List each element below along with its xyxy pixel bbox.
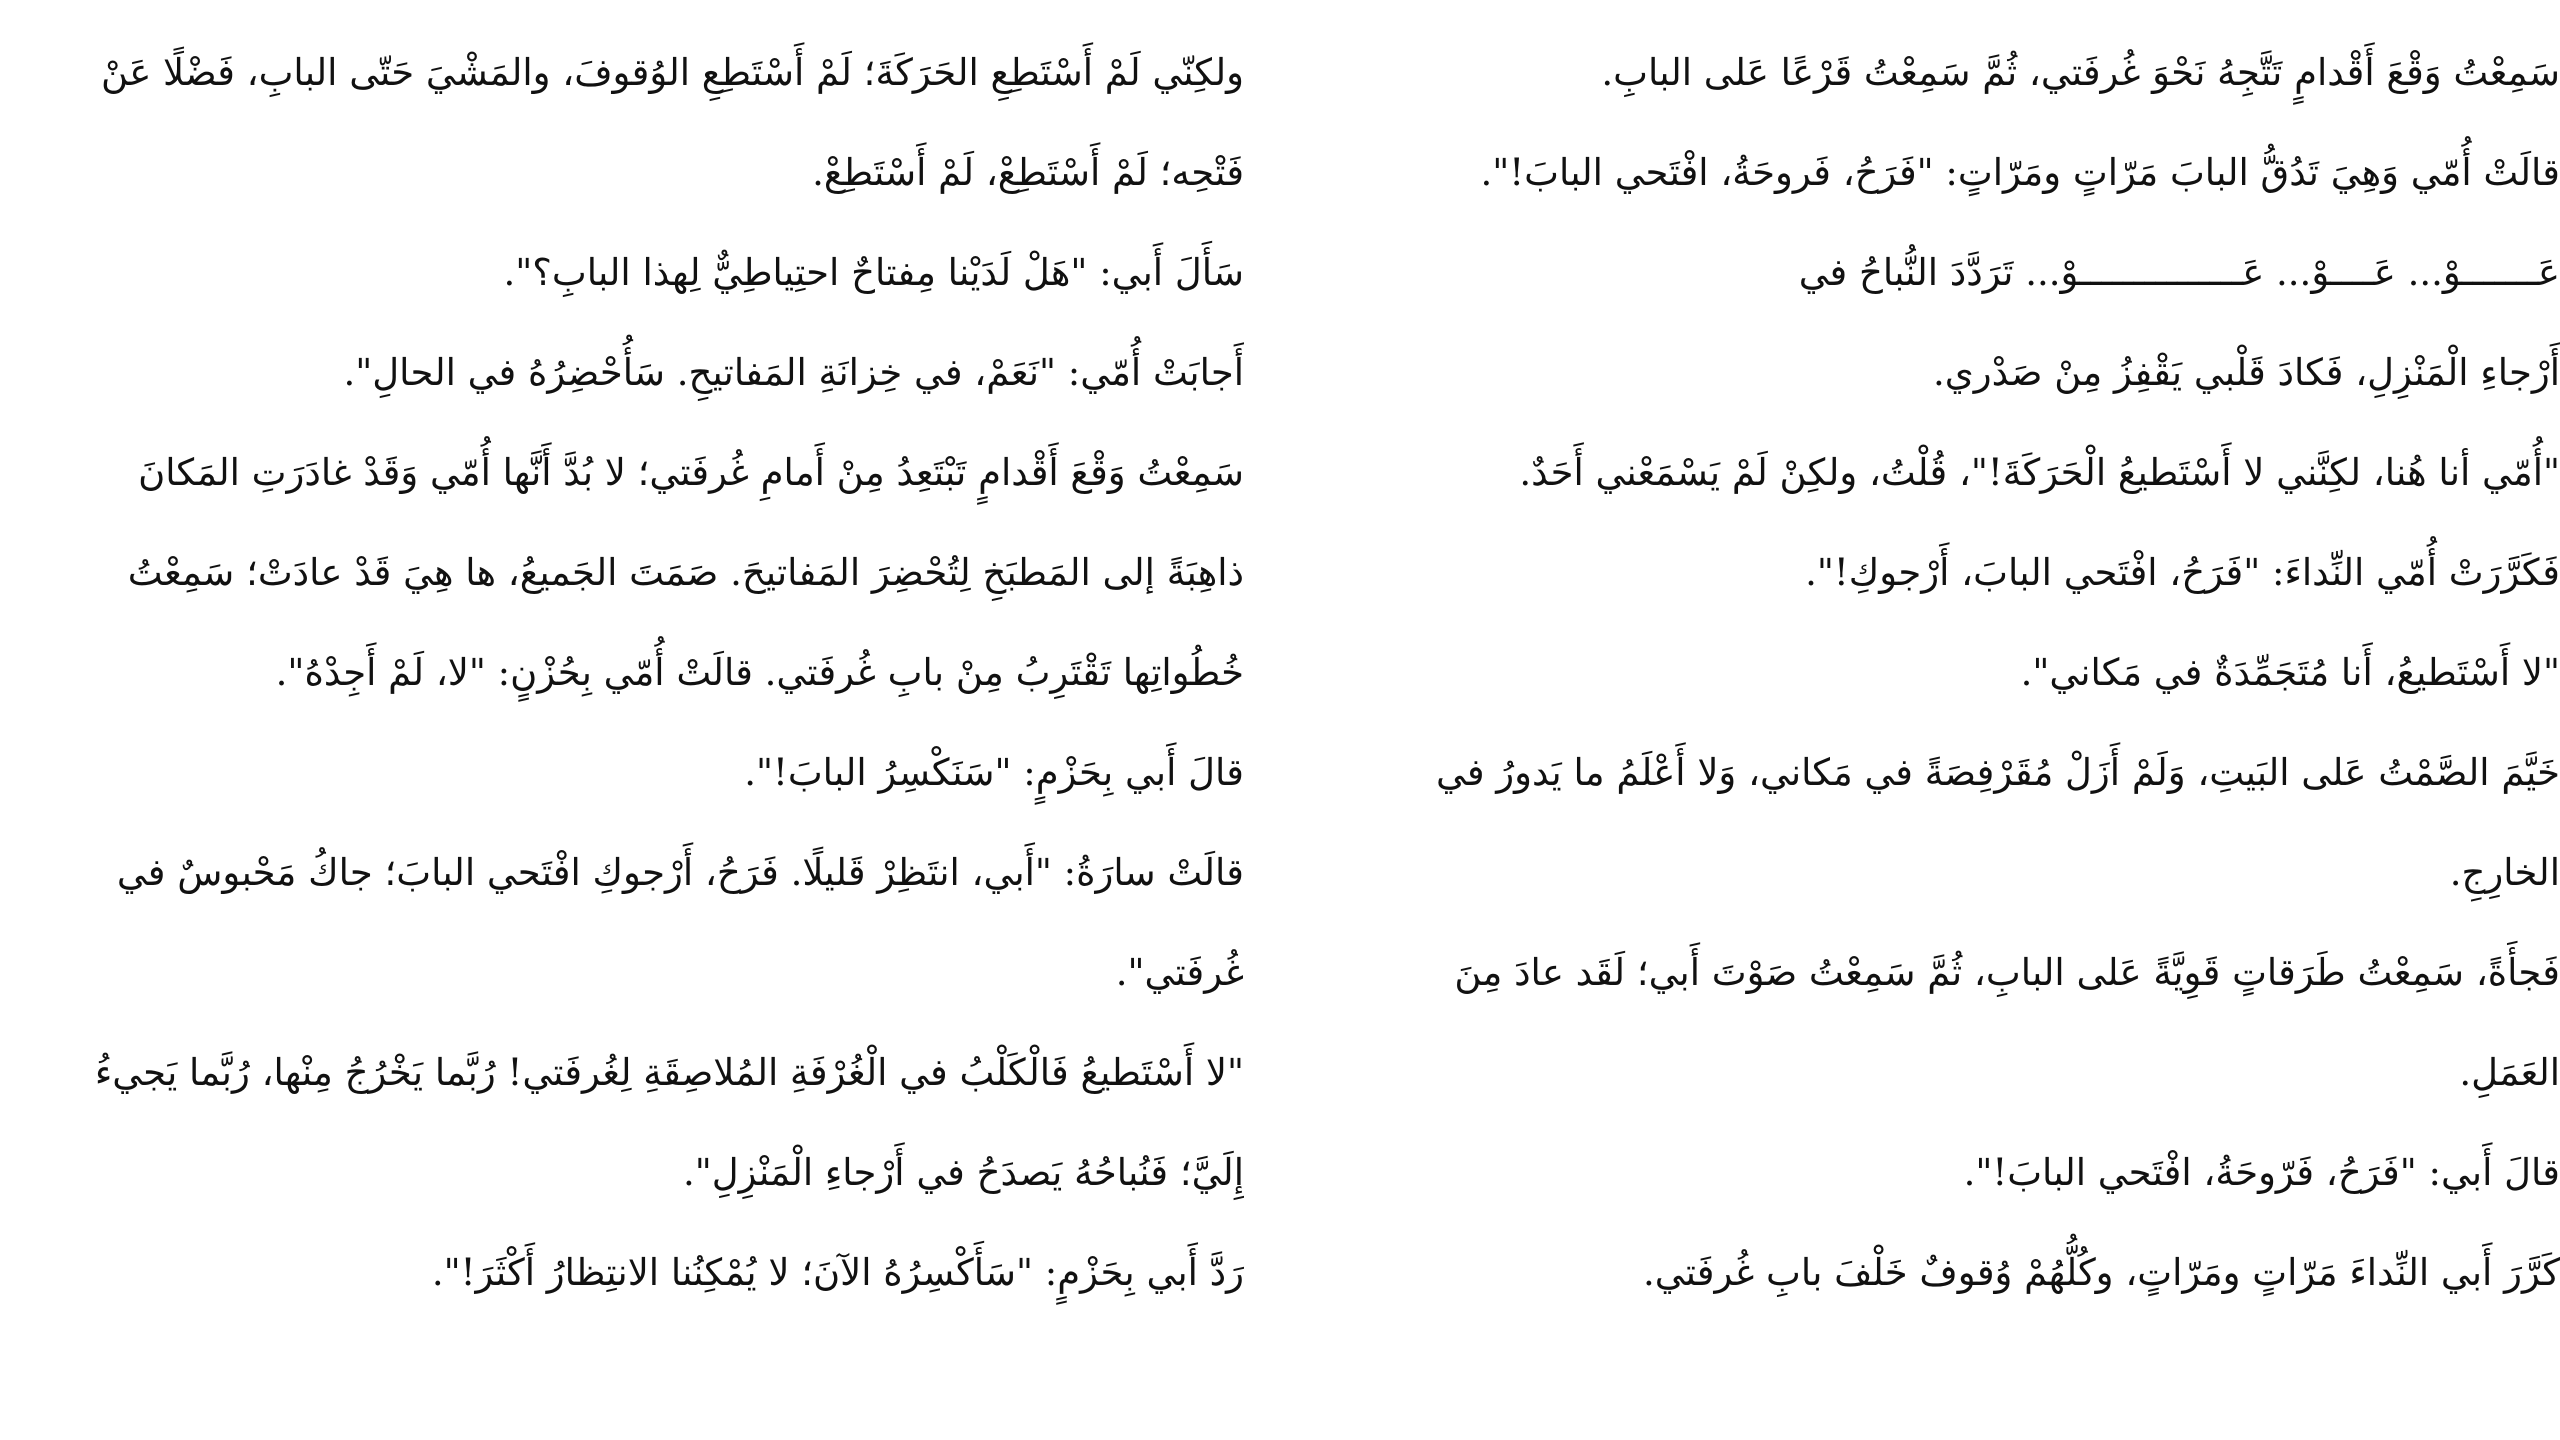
text-line: خَيَّمَ الصَّمْتُ عَلى البَيتِ، وَلَمْ أَزَلْ مُقَرْفِصَةً في مَكاني، وَلا أَعْلَمُ ما يَدورُ في	[1435, 750, 2560, 794]
text-line: ولكِنّي لَمْ أَسْتَطِعِ الحَرَكَةَ؛ لَمْ أَسْتَطِعِ الوُقوفَ، والمَشْيَ حَتّى البابِ، فَضْلًا عَنْ	[101, 50, 1244, 94]
text-line: خُطُواتِها تَقْتَرِبُ مِنْ بابِ غُرفَتي. قالَتْ أُمّي بِحُزْنٍ: "لا، لَمْ أَجِدْهُ".	[275, 650, 1244, 694]
right-text-column	[1408, 22, 2560, 1322]
text-line: فَتْحِه؛ لَمْ أَسْتَطِعْ، لَمْ أَسْتَطِعْ.	[812, 150, 1244, 194]
text-line: قالَتْ سارَةُ: "أَبي، انتَظِرْ قَليلًا. فَرَحُ، أَرْجوكِ افْتَحي البابَ؛ جاكُ مَحْبوسٌ في	[116, 850, 1244, 894]
text-line: سَمِعْتُ وَقْعَ أَقْدامٍ تَبْتَعِدُ مِنْ أَمامِ غُرفَتي؛ لا بُدَّ أَنَّها أُمّي وَقَدْ غادَرَتِ المَكانَ	[138, 450, 1244, 494]
text-line: أَجابَتْ أُمّي: "نَعَمْ، في خِزانَةِ المَفاتيحِ. سَأُحْضِرُهُ في الحالِ".	[343, 350, 1244, 394]
text-line: قالَتْ أُمّي وَهِيَ تَدُقُّ البابَ مَرّاتٍ ومَرّاتٍ: "فَرَحُ، فَروحَةُ، افْتَحي البابَ!".	[1480, 150, 2560, 194]
text-line: قالَ أَبي: "فَرَحُ، فَرّوحَةُ، افْتَحي البابَ!".	[1963, 1150, 2560, 1194]
text-line: سَأَلَ أَبي: "هَلْ لَدَيْنا مِفتاحٌ احتِياطِيٌّ لِهذا البابِ؟".	[503, 250, 1244, 294]
text-line: "لا أَسْتَطيعُ فَالْكَلْبُ في الْغُرْفَةِ المُلاصِقَةِ لِغُرفَتي! رُبَّما يَخْرُجُ مِنْها، رُبَّما يَجيءُ	[94, 1050, 1244, 1094]
text-line: ذاهِبَةً إلى المَطبَخِ لِتُحْضِرَ المَفاتيحَ. صَمَتَ الجَميعُ، ها هِيَ قَدْ عادَتْ؛ سَمِعْتُ	[127, 550, 1244, 594]
text-line: غُرفَتي".	[1115, 950, 1244, 994]
text-line: كَرَّرَ أَبي النِّداءَ مَرّاتٍ ومَرّاتٍ، وكُلُّهُمْ وُقوفٌ خَلْفَ بابِ غُرفَتي.	[1643, 1250, 2560, 1294]
text-line: عَـــــــوْ... عَــــوْ... عَـــــــــــــــوْ... تَرَدَّدَ النُّباحُ في	[1798, 250, 2560, 294]
text-line: فَجأَةً، سَمِعْتُ طَرَقاتٍ قَوِيَّةً عَلى البابِ، ثُمَّ سَمِعْتُ صَوْتَ أَبي؛ لَقَد عادَ مِنَ	[1454, 950, 2560, 994]
text-line: العَمَلِ.	[2459, 1050, 2560, 1094]
text-line: رَدَّ أَبي بِحَزْمٍ: "سَأَكْسِرُهُ الآنَ؛ لا يُمْكِنُنا الانتِظارُ أَكْثَرَ!".	[431, 1250, 1244, 1294]
text-line: إِلَيَّ؛ فَنُباحُهُ يَصدَحُ في أَرْجاءِ الْمَنْزِلِ".	[682, 1150, 1244, 1194]
text-line: سَمِعْتُ وَقْعَ أَقْدامٍ تَتَّجِهُ نَحْوَ غُرفَتي، ثُمَّ سَمِعْتُ قَرْعًا عَلى البابِ.	[1601, 50, 2560, 94]
left-text-column	[76, 22, 1244, 1322]
text-line: قالَ أَبي بِحَزْمٍ: "سَنَكْسِرُ البابَ!".	[744, 750, 1244, 794]
text-line: "لا أَسْتَطيعُ، أَنا مُتَجَمِّدَةٌ في مَكاني".	[2020, 650, 2560, 694]
text-line: الخارِجِ.	[2449, 850, 2560, 894]
text-line: فَكَرَّرَتْ أُمّي النِّداءَ: "فَرَحُ، افْتَحي البابَ، أَرْجوكِ!".	[1805, 550, 2560, 594]
text-line: "أُمّي أنا هُنا، لكِنَّني لا أَسْتَطيعُ الْحَرَكَةَ!"، قُلْتُ، ولكِنْ لَمْ يَسْمَعْني أَحَدٌ.	[1519, 450, 2560, 494]
text-line: أَرْجاءِ الْمَنْزِلِ، فَكادَ قَلْبي يَقْفِزُ مِنْ صَدْري.	[1933, 350, 2560, 394]
